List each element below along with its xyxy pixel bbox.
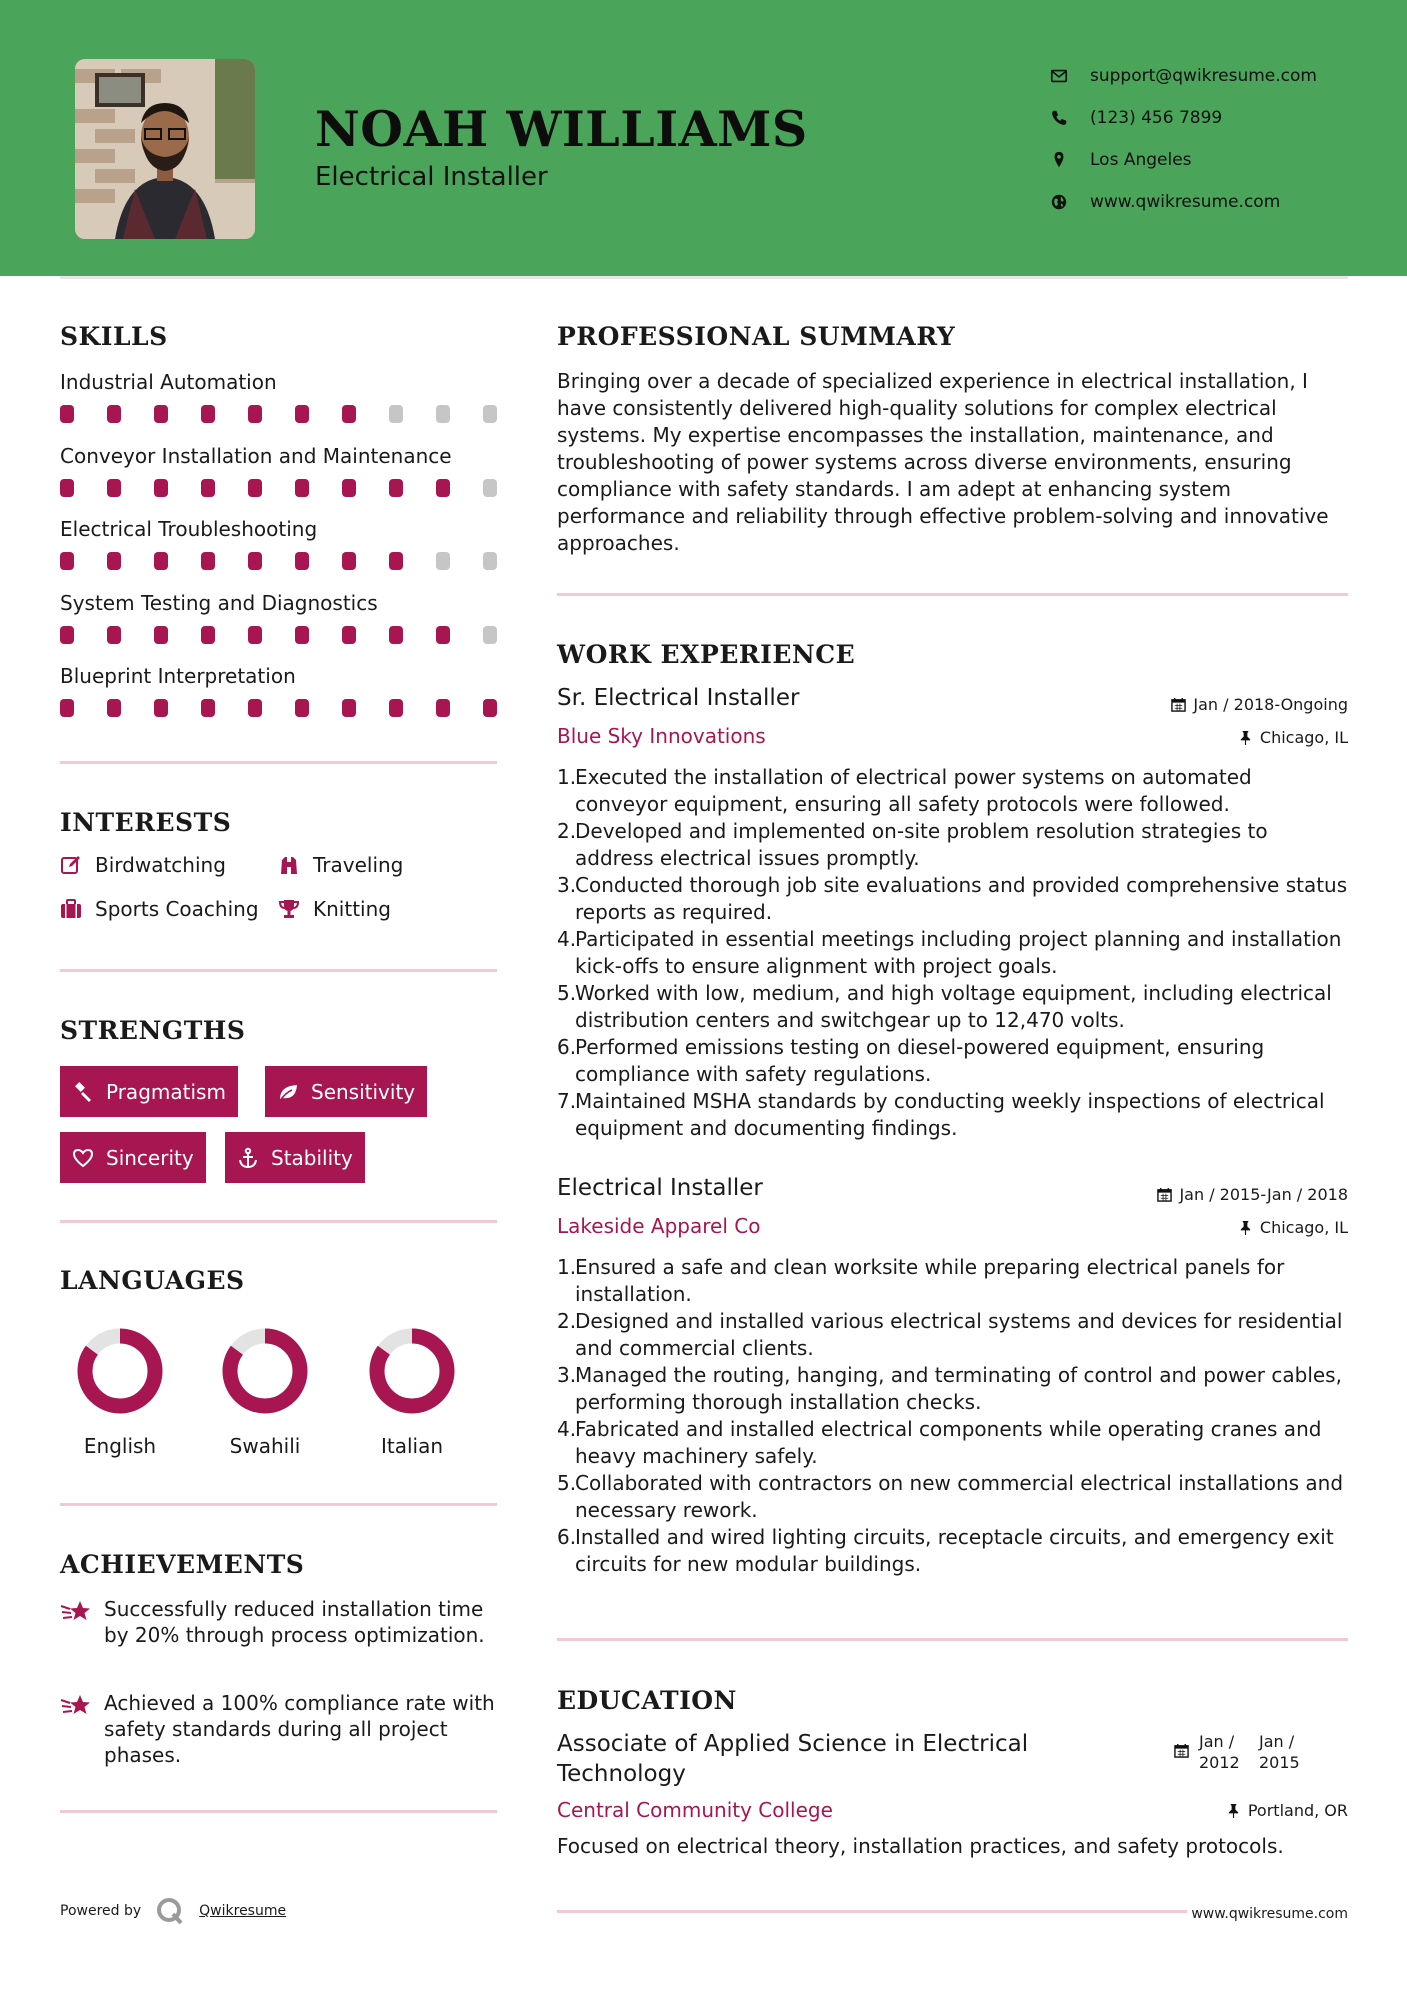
phone-icon [1050,109,1068,127]
skill-dot-filled [154,699,168,717]
responsibility-item [557,1254,1348,1308]
section-divider [60,1503,497,1506]
company-name: Blue Sky Innovations [557,724,766,748]
skill-dot-filled [107,405,121,423]
skill-dot-filled [60,479,74,497]
skill-dot-filled [154,626,168,644]
job-responsibilities [557,764,1348,1142]
skill-dot-filled [107,699,121,717]
responsibility-item [557,1362,1348,1416]
strength-badge-pragmatism [60,1066,238,1117]
contact-phone[interactable] [1050,97,1317,139]
job-dates-text: Jan / 2018-Ongoing [1193,695,1348,714]
education-end-year: 2015 [1259,1753,1300,1772]
job-location [1238,1218,1348,1237]
job-dates [1157,1185,1348,1204]
education-end [1259,1731,1319,1773]
interest-birdwatching [60,853,226,877]
calendar-icon [1171,697,1186,712]
skill-dot-filled [295,405,309,423]
skill-name: Blueprint Interpretation [60,664,296,688]
list-number: 4. [557,1417,577,1441]
section-divider [60,969,497,972]
header-divider [60,276,1348,279]
achievements-heading: ACHIEVEMENTS [60,1550,305,1579]
responsibility-text: Installed and wired lighting circuits, receptacle circuits, and emergency exit circuits for new modular buildings. [575,1525,1334,1576]
language-item [60,1326,180,1458]
interest-traveling [278,853,403,877]
anchor-icon [237,1147,259,1169]
responsibility-item [557,1034,1348,1088]
education-start-year: 2012 [1199,1753,1240,1772]
contact-website[interactable] [1050,181,1317,223]
list-number: 7. [557,1089,577,1113]
language-name: Italian [380,1434,444,1458]
skill-rating [60,626,497,644]
responsibility-item [557,1308,1348,1362]
responsibility-text: Ensured a safe and clean worksite while preparing electrical panels for installation. [575,1255,1285,1306]
language-proficiency-donut [367,1326,457,1416]
skill-dot-filled [342,626,356,644]
education-location-text: Portland, OR [1247,1801,1348,1820]
interest-label: Sports Coaching [95,897,259,921]
achievement-text: Successfully reduced installation time by 20% through process optimization. [104,1597,485,1647]
education-heading: EDUCATION [557,1686,737,1715]
company-name: Lakeside Apparel Co [557,1214,761,1238]
responsibility-item [557,980,1348,1034]
section-divider [557,1910,1187,1913]
skill-name: Electrical Troubleshooting [60,517,318,541]
job-location [1238,728,1348,747]
responsibility-text: Collaborated with contractors on new commercial electrical installations and necessary rework. [575,1471,1344,1522]
skill-dot-empty [436,552,450,570]
strength-label: Sincerity [106,1145,194,1170]
contact-email-text: support@qwikresume.com [1090,66,1317,86]
shooting-star-icon [60,1692,92,1720]
responsibility-text: Performed emissions testing on diesel-powered equipment, ensuring compliance with safety regulations. [575,1035,1265,1086]
calendar-icon [1157,1187,1172,1202]
job-dates [1171,695,1348,714]
pushpin-icon [1226,1803,1241,1818]
responsibility-item [557,818,1348,872]
contact-location [1050,139,1317,181]
briefcase-icon [60,898,82,920]
strength-label: Sensitivity [311,1079,416,1104]
responsibility-item [557,926,1348,980]
skill-dot-filled [60,405,74,423]
skill-dot-filled [436,699,450,717]
skill-name: Conveyor Installation and Maintenance [60,443,452,468]
shooting-star-icon [60,1598,92,1626]
skill-dot-filled [342,479,356,497]
summary-text: Bringing over a decade of specialized experience in electrical installation, I have consistently delivered high-quality solutions for complex electrical systems. My expertise encompasses the installation, maintenance, and troubleshooting of power systems across diverse environments, ensuring compliance with safety standards. I am adept at enhancing system performance and reliability through effective problem-solving and innovative approaches. [557,369,1329,555]
skill-dot-filled [248,626,262,644]
list-number: 6. [557,1035,577,1059]
language-name: Swahili [229,1434,301,1458]
responsibility-item [557,1416,1348,1470]
map-pin-icon [1050,151,1068,169]
education-location [1226,1801,1348,1820]
achievement-item [60,1690,497,1768]
gavel-icon [72,1081,94,1103]
degree-name: Associate of Applied Science in Electrical Technology [557,1731,1029,1787]
strength-label: Stability [271,1145,353,1170]
job-responsibilities [557,1254,1348,1578]
education-start [1199,1731,1259,1773]
school-name: Central Community College [557,1798,833,1822]
list-number: 5. [557,981,577,1005]
list-number: 1. [557,765,577,789]
skill-dot-filled [389,479,403,497]
skill-dot-filled [107,479,121,497]
education-dates [1174,1731,1319,1773]
skill-dot-filled [201,699,215,717]
skill-dot-filled [342,552,356,570]
skill-dot-filled [201,552,215,570]
education-description: Focused on electrical theory, installation practices, and safety protocols. [557,1834,1284,1858]
contact-website-text: www.qwikresume.com [1090,192,1281,212]
skill-name: System Testing and Diagnostics [60,590,378,615]
language-proficiency-donut [75,1326,165,1416]
skill-rating [60,552,497,570]
skill-dot-filled [436,479,450,497]
skill-dot-filled [295,626,309,644]
edit-icon [60,854,82,876]
skill-dot-filled [201,479,215,497]
skill-dot-filled [154,552,168,570]
responsibility-text: Designed and installed various electrical systems and devices for residential and commercial clients. [575,1309,1343,1360]
skill-dot-filled [107,552,121,570]
skill-dot-filled [154,479,168,497]
heart-icon [72,1147,94,1169]
skill-dot-filled [154,405,168,423]
language-item [352,1326,472,1458]
responsibility-item [557,1088,1348,1142]
list-number: 3. [557,873,577,897]
education-end-month: Jan / [1259,1732,1295,1751]
interest-label: Birdwatching [95,853,226,877]
skill-name: Industrial Automation [60,370,277,394]
list-number: 2. [557,1309,577,1333]
qwikresume-logo-icon [155,1896,185,1926]
powered-by-text: Powered by [60,1903,142,1919]
skill-dot-filled [201,626,215,644]
contact-phone-text: (123) 456 7899 [1090,108,1223,128]
summary-heading: PROFESSIONAL SUMMARY [557,322,956,351]
responsibility-text: Conducted thorough job site evaluations and provided comprehensive status reports as required. [575,873,1348,924]
responsibility-text: Managed the routing, hanging, and terminating of control and power cables, performing thorough installation checks. [575,1363,1342,1414]
list-number: 2. [557,819,577,843]
section-divider [60,761,497,764]
achievement-text: Achieved a 100% compliance rate with safety standards during all project phases. [104,1691,495,1767]
interest-sports-coaching [60,897,259,921]
interest-knitting [278,897,391,921]
strength-badge-stability [225,1132,365,1183]
list-number: 4. [557,927,577,951]
binoculars-icon [278,854,300,876]
language-item [205,1326,325,1458]
pushpin-icon [1238,730,1253,745]
strength-badge-sensitivity [265,1066,427,1117]
list-number: 6. [557,1525,577,1549]
contact-location-text: Los Angeles [1090,150,1192,170]
section-divider [60,1220,497,1223]
languages-heading: LANGUAGES [60,1266,245,1295]
job-location-text: Chicago, IL [1259,1218,1348,1237]
skill-dot-empty [483,626,497,644]
skill-dot-empty [483,405,497,423]
skill-dot-filled [60,552,74,570]
responsibility-text: Developed and implemented on-site problem resolution strategies to address electrical issues promptly. [575,819,1268,870]
responsibility-text: Participated in essential meetings including project planning and installation kick-offs to ensure alignment with project goals. [575,927,1342,978]
contact-email[interactable] [1050,55,1317,97]
skill-dot-filled [389,626,403,644]
language-proficiency-donut [220,1326,310,1416]
section-divider [60,1810,497,1813]
skill-dot-filled [60,699,74,717]
skill-dot-filled [295,479,309,497]
interest-label: Knitting [313,897,391,921]
responsibility-item [557,872,1348,926]
globe-icon [1050,193,1068,211]
skill-dot-filled [107,626,121,644]
skill-rating [60,405,497,423]
skill-dot-filled [248,699,262,717]
responsibility-item [557,1470,1348,1524]
strengths-heading: STRENGTHS [60,1016,246,1045]
section-divider [557,593,1348,596]
interest-label: Traveling [313,853,404,877]
skills-heading: SKILLS [60,322,168,351]
leaf-icon [277,1081,299,1103]
skill-dot-filled [201,405,215,423]
candidate-title: Electrical Installer [315,162,548,192]
skill-dot-filled [389,552,403,570]
skill-dot-empty [483,552,497,570]
pushpin-icon [1238,1220,1253,1235]
job-title: Electrical Installer [557,1175,763,1201]
responsibility-item [557,1524,1348,1578]
skill-dot-filled [436,626,450,644]
skill-rating [60,479,497,497]
qwikresume-link[interactable]: Qwikresume [199,1903,287,1919]
powered-by [60,1896,286,1926]
list-number: 1. [557,1255,577,1279]
achievement-item [60,1596,497,1648]
skill-dot-filled [295,699,309,717]
job-title: Sr. Electrical Installer [557,685,800,711]
responsibility-text: Executed the installation of electrical power systems on automated conveyor equipment, ensuring all safety protocols were followed. [575,765,1252,816]
responsibility-text: Worked with low, medium, and high voltage equipment, including electrical distribution centers and switchgear up to 12,470 volts. [575,981,1332,1032]
skill-dot-filled [389,699,403,717]
list-number: 5. [557,1471,577,1495]
trophy-icon [278,898,300,920]
skill-dot-filled [342,405,356,423]
responsibility-text: Maintained MSHA standards by conducting weekly inspections of electrical equipment and documenting findings. [575,1089,1325,1140]
skill-dot-filled [248,405,262,423]
education-start-month: Jan / [1199,1732,1235,1751]
strength-label: Pragmatism [106,1079,226,1104]
profile-photo [75,59,255,239]
strength-badge-sincerity [60,1132,206,1183]
footer-url[interactable]: www.qwikresume.com [1191,1906,1348,1922]
skill-dot-filled [342,699,356,717]
responsibility-item [557,764,1348,818]
experience-heading: WORK EXPERIENCE [557,640,856,669]
calendar-icon [1174,1743,1189,1758]
skill-dot-empty [436,405,450,423]
responsibility-text: Fabricated and installed electrical components while operating cranes and heavy machinery safely. [575,1417,1322,1468]
skill-dot-filled [295,552,309,570]
skill-dot-empty [483,479,497,497]
skill-dot-empty [389,405,403,423]
skill-dot-filled [248,552,262,570]
skill-rating [60,699,497,717]
candidate-name: NOAH WILLIAMS [315,100,808,158]
job-location-text: Chicago, IL [1259,728,1348,747]
skill-dot-filled [248,479,262,497]
interests-heading: INTERESTS [60,808,232,837]
contact-list [1050,55,1317,223]
language-name: English [83,1434,157,1458]
skill-dot-filled [60,626,74,644]
job-dates-text: Jan / 2015-Jan / 2018 [1179,1185,1348,1204]
section-divider [557,1638,1348,1641]
skill-dot-filled [483,699,497,717]
envelope-icon [1050,67,1068,85]
list-number: 3. [557,1363,577,1387]
